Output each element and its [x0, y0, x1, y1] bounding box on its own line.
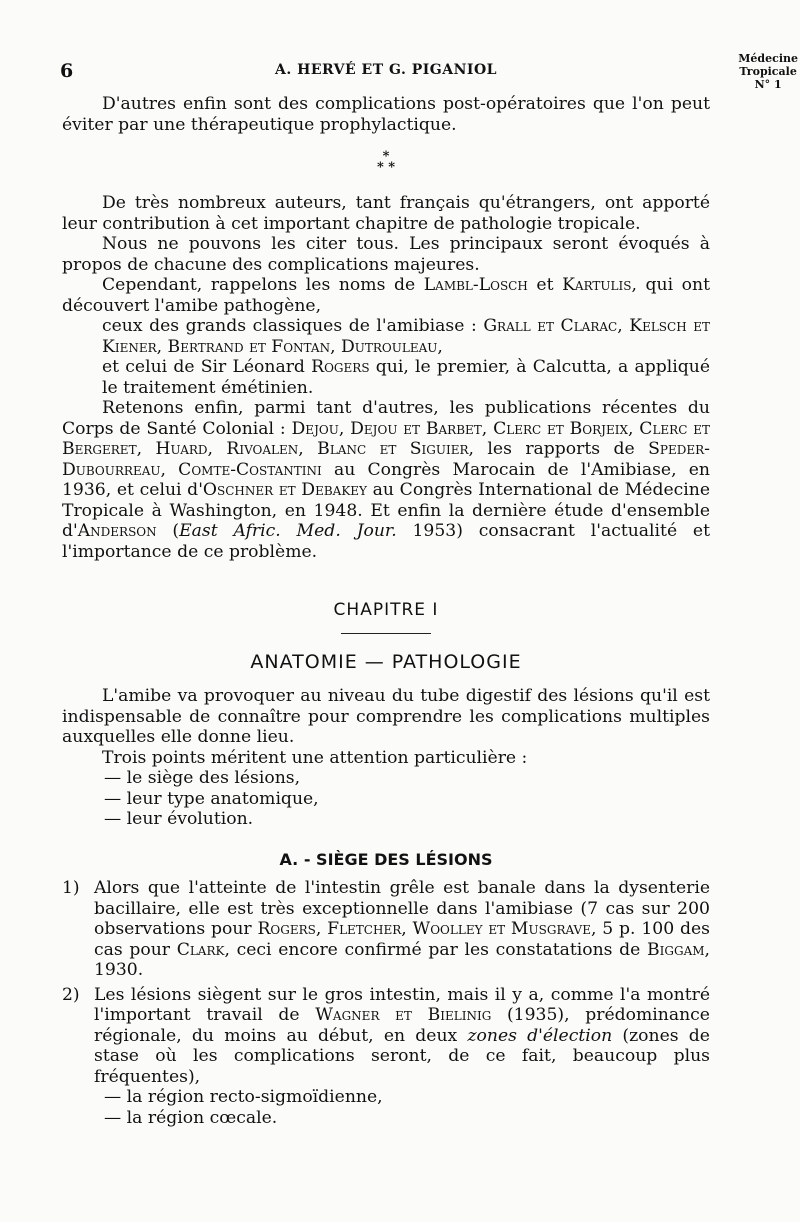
author-name: Biggam	[647, 939, 705, 960]
item-number: 2)	[62, 984, 80, 1005]
paragraph: et celui de Sir Léonard Rogers qui, le premier, à Calcutta, a appliqué le traitement émétinien.	[102, 357, 710, 398]
paragraph: Nous ne pouvons les citer tous. Les principaux seront évoqués à propos de chacune des complications majeures.	[62, 234, 710, 275]
journal-line: Médecine	[738, 52, 798, 65]
emphasis: zones d'élection	[467, 1025, 613, 1046]
numbered-item	[62, 878, 710, 981]
journal-label	[738, 52, 798, 91]
author-name: Kartulis	[562, 275, 632, 295]
paragraph: L'amibe va provoquer au niveau du tube digestif des lésions qu'il est indispensable de connaître pour comprendre les complications multiples auxquelles elle donne lieu.	[62, 686, 710, 747]
paragraph: D'autres enfin sont des complications post-opératoires que l'on peut éviter par une thérapeutique prophylactique.	[62, 94, 710, 135]
list-item: — leur évolution.	[104, 809, 254, 829]
journal-line: Tropicale	[739, 65, 797, 78]
author-names: Grall et Clarac, Kelsch et Kiener, Bertrand et Fontan, Dutrouleau,	[102, 316, 710, 357]
author-name: Clark	[176, 939, 225, 960]
paragraph: Cependant, rappelons les noms de Lambl-Losch et Kartulis, qui ont découvert l'amibe pathogène,	[62, 275, 710, 316]
author-names: Dejou, Dejou et Barbet, Clerc et Borjeix, Clerc et Bergeret, Huard, Rivoalen, Blanc et Siguier	[62, 418, 710, 459]
numbered-item	[62, 985, 710, 1088]
chapter-title: ANATOMIE — PATHOLOGIE	[250, 650, 522, 673]
section-heading: A. - SIÈGE DES LÉSIONS	[279, 849, 493, 869]
page-number: 6	[60, 60, 74, 82]
paragraph: Trois points méritent une attention particulière :	[102, 747, 528, 768]
list-item: — la région cœcale.	[104, 1107, 278, 1128]
journal-line: N° 1	[754, 78, 782, 91]
paragraph: ceux des grands classiques de l'amibiase : Grall et Clarac, Kelsch et Kiener, Bertrand et Fontan, Dutrouleau,	[102, 316, 710, 357]
author-names: Oschner et Debakey	[202, 480, 367, 500]
author-names: Rogers, Fletcher, Woolley et Musgrave	[257, 919, 591, 939]
paragraph: De très nombreux auteurs, tant français qu'étrangers, ont apporté leur contribution à cet important chapitre de pathologie tropicale.	[62, 193, 710, 234]
page-body	[62, 94, 710, 1128]
list-item: — le siège des lésions,	[104, 768, 301, 788]
divider	[341, 633, 431, 634]
section-separator: * * *	[376, 149, 396, 175]
page-header	[0, 52, 800, 91]
author-name: Lambl-Losch	[423, 275, 528, 295]
chapter-label: CHAPITRE I	[333, 600, 439, 620]
author-names: Speder-Dubourreau, Comte-Costantini	[62, 439, 710, 480]
author-names: Wagner et Bielinig	[315, 1005, 492, 1025]
item-text: Alors que l'atteinte de l'intestin grêle est banale dans la dysenterie bacillaire, elle est très exceptionnelle dans l'amibiase (7 cas sur 200 observations pour Rogers, Fletcher, Woolley et Musgrave, 5 p. 100 des cas pour Clark, ceci encore confirmé par les constatations de Biggam, 1930.	[94, 878, 710, 980]
paragraph: Retenons enfin, parmi tant d'autres, les publications récentes du Corps de Santé Colonial : Dejou, Dejou et Barbet, Clerc et Borjeix, Clerc et Bergeret, Huard, Rivoalen, Blanc et Siguier, les rapports de Speder-Dubourreau, Comte-Costantini au Congrès Marocain de l'Amibiase, en 1936, et celui d'Oschner et Debakey au Congrès International de Médecine Tropicale à Washington, en 1948. Et enfin la dernière étude d'ensemble d'Anderson (East Afric. Med. Jour. 1953) consacrant l'actualité et l'importance de ce problème.	[62, 398, 710, 562]
author-name: Anderson	[77, 521, 157, 541]
journal-citation: East Afric. Med. Jour.	[179, 521, 397, 541]
item-number: 1)	[62, 878, 80, 898]
item-text: Les lésions siègent sur le gros intestin, mais il y a, comme l'a montré l'important travail de Wagner et Bielinig (1935), prédominance régionale, du moins au début, en deux zones d'élection (zones de stase où les complications seront, de ce fait, beaucoup plus fréquentes),	[94, 984, 710, 1087]
author-name: Rogers	[311, 357, 370, 377]
list-item: — la région recto-sigmoïdienne,	[104, 1087, 383, 1107]
list-item: — leur type anatomique,	[104, 788, 319, 809]
running-head: A. HERVÉ ET G. PIGANIOL	[275, 62, 497, 78]
